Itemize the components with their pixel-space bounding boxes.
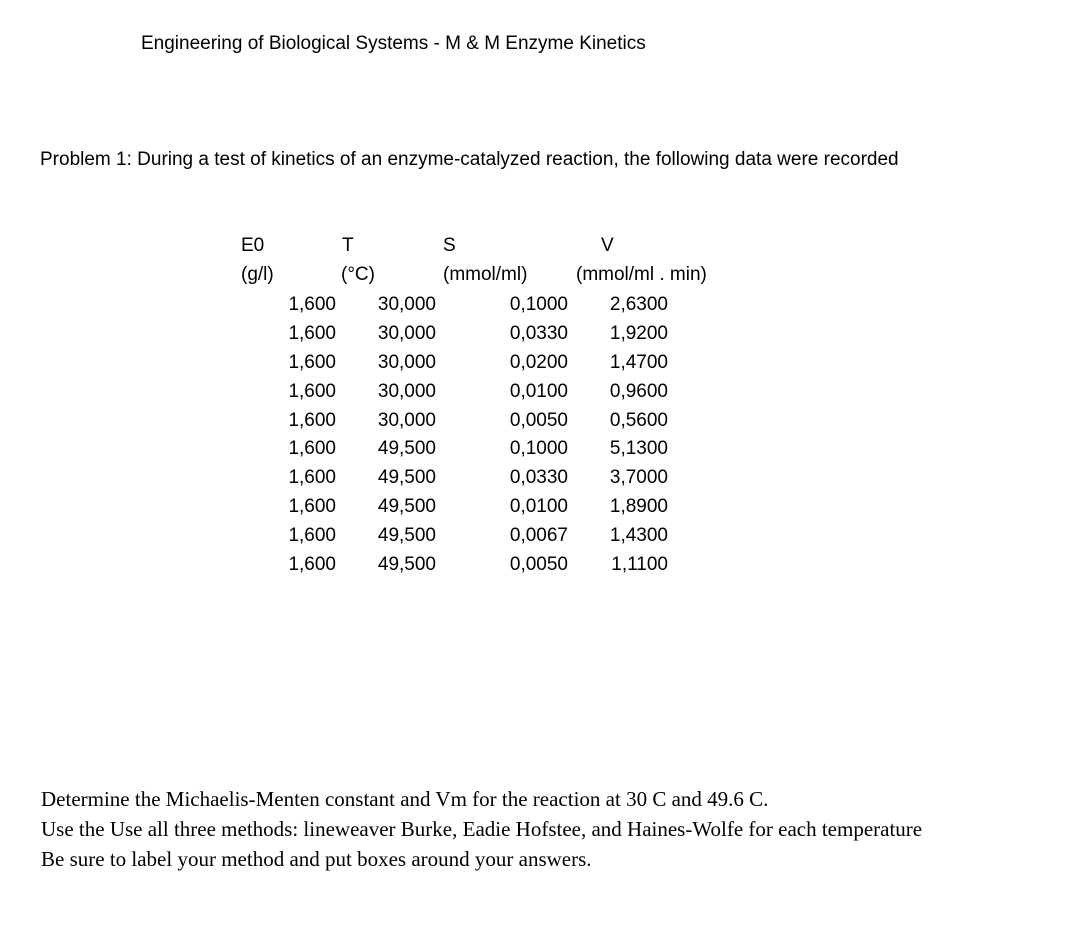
table-row: [200, 410, 760, 439]
cell-s: 0,0100: [509, 381, 568, 402]
cell-s: 0,0067: [509, 525, 568, 546]
unit-e0: (g/l): [241, 264, 274, 285]
cell-t: 49,500: [377, 438, 436, 459]
header-v: V: [601, 235, 614, 256]
table-row: [200, 438, 760, 467]
cell-v: 1,8900: [609, 496, 668, 517]
cell-s: 0,0050: [509, 554, 568, 575]
cell-t: 49,500: [377, 554, 436, 575]
table-row: [200, 294, 760, 323]
instruction-line: Determine the Michaelis-Menten constant and Vm for the reaction at 30 C and 49.6 C.: [41, 787, 769, 811]
document-title: Engineering of Biological Systems - M & M Enzyme Kinetics: [141, 33, 646, 54]
cell-t: 30,000: [377, 323, 436, 344]
cell-e0: 1,600: [288, 381, 336, 402]
cell-s: 0,0100: [509, 496, 568, 517]
table-row: [200, 467, 760, 496]
cell-t: 30,000: [377, 294, 436, 315]
cell-s: 0,0200: [509, 352, 568, 373]
cell-v: 1,9200: [609, 323, 668, 344]
table-row: [200, 381, 760, 410]
cell-v: 1,4700: [609, 352, 668, 373]
unit-s: (mmol/ml): [443, 264, 528, 285]
cell-v: 3,7000: [609, 467, 668, 488]
cell-s: 0,0330: [509, 467, 568, 488]
cell-v: 2,6300: [609, 294, 668, 315]
cell-s: 0,0050: [509, 410, 568, 431]
cell-e0: 1,600: [288, 438, 336, 459]
cell-e0: 1,600: [288, 467, 336, 488]
instructions: [41, 784, 922, 874]
cell-e0: 1,600: [288, 410, 336, 431]
cell-s: 0,1000: [509, 438, 568, 459]
cell-e0: 1,600: [288, 323, 336, 344]
cell-t: 49,500: [377, 467, 436, 488]
header-e0: E0: [241, 235, 265, 256]
header-s: S: [443, 235, 456, 256]
cell-v: 0,9600: [609, 381, 668, 402]
cell-v: 5,1300: [609, 438, 668, 459]
cell-e0: 1,600: [288, 294, 336, 315]
cell-e0: 1,600: [288, 352, 336, 373]
table-row: [200, 352, 760, 381]
problem-statement: Problem 1: During a test of kinetics of an enzyme-catalyzed reaction, the following data were recorded: [40, 149, 899, 170]
table-row: [200, 525, 760, 554]
cell-t: 30,000: [377, 381, 436, 402]
cell-e0: 1,600: [288, 496, 336, 517]
table-row: [200, 496, 760, 525]
cell-t: 30,000: [377, 352, 436, 373]
unit-t: (°C): [341, 264, 375, 285]
cell-s: 0,1000: [509, 294, 568, 315]
cell-v: 0,5600: [609, 410, 668, 431]
cell-t: 30,000: [377, 410, 436, 431]
cell-t: 49,500: [377, 525, 436, 546]
unit-v: (mmol/ml . min): [576, 264, 707, 285]
cell-e0: 1,600: [288, 554, 336, 575]
cell-v: 1,4300: [609, 525, 668, 546]
cell-t: 49,500: [377, 496, 436, 517]
header-t: T: [342, 235, 354, 256]
instruction-line: Use the Use all three methods: lineweaver Burke, Eadie Hofstee, and Haines-Wolfe for each temperature: [41, 817, 923, 841]
table-row: [200, 554, 760, 583]
cell-s: 0,0330: [509, 323, 568, 344]
cell-v: 1,1100: [611, 554, 668, 575]
data-table: [200, 230, 760, 580]
cell-e0: 1,600: [288, 525, 336, 546]
table-row: [200, 323, 760, 352]
instruction-line: Be sure to label your method and put boxes around your answers.: [41, 847, 592, 871]
